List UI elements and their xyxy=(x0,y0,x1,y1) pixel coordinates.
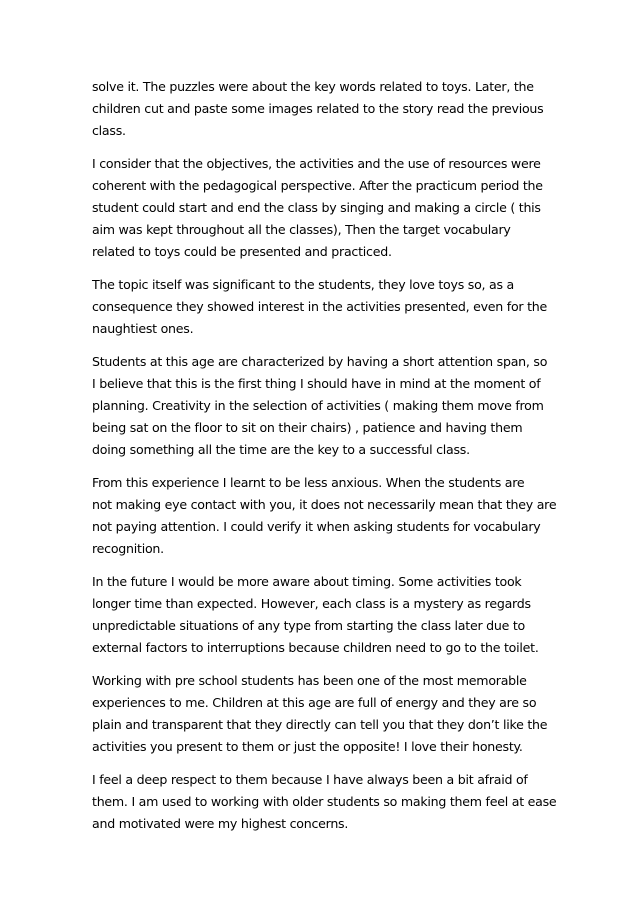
text-line: planning. Creativity in the selection of activities ( making them move from xyxy=(92,398,544,413)
text-line: longer time than expected. However, each class is a mystery as regards xyxy=(92,596,531,611)
paragraph-2 xyxy=(92,153,554,263)
text-line: children cut and paste some images related to the story read the previous xyxy=(92,101,544,116)
text-line: not making eye contact with you, it does not necessarily mean that they are xyxy=(92,497,557,512)
text-line: them. I am used to working with older students so making them feel at ease xyxy=(92,794,557,809)
text-line: solve it. The puzzles were about the key words related to toys. Later, the xyxy=(92,79,534,94)
text-line: related to toys could be presented and practiced. xyxy=(92,244,392,259)
text-line: Working with pre school students has been one of the most memorable xyxy=(92,673,527,688)
text-line: consequence they showed interest in the activities presented, even for the xyxy=(92,299,548,314)
text-line: coherent with the pedagogical perspective. After the practicum period the xyxy=(92,178,543,193)
text-line: naughtiest ones. xyxy=(92,321,194,336)
text-line: student could start and end the class by singing and making a circle ( this xyxy=(92,200,541,215)
paragraph-3 xyxy=(92,274,554,340)
text-line: aim was kept throughout all the classes), Then the target vocabulary xyxy=(92,222,511,237)
text-line: From this experience I learnt to be less anxious. When the students are xyxy=(92,475,525,490)
text-line: and motivated were my highest concerns. xyxy=(92,816,349,831)
text-line: plain and transparent that they directly can tell you that they don’t like the xyxy=(92,717,548,732)
text-line: class. xyxy=(92,123,126,138)
text-line: Students at this age are characterized by having a short attention span, so xyxy=(92,354,548,369)
paragraph-8 xyxy=(92,769,557,835)
text-line: external factors to interruptions because children need to go to the toilet. xyxy=(92,640,539,655)
text-line: recognition. xyxy=(92,541,164,556)
text-line: I feel a deep respect to them because I have always been a bit afraid of xyxy=(92,772,528,787)
text-line: experiences to me. Children at this age are full of energy and they are so xyxy=(92,695,537,710)
paragraph-5 xyxy=(92,472,557,560)
paragraph-4 xyxy=(92,351,554,461)
document-page xyxy=(92,76,557,846)
paragraph-1 xyxy=(92,76,554,142)
text-line: doing something all the time are the key to a successful class. xyxy=(92,442,470,457)
text-line: I believe that this is the first thing I should have in mind at the moment of xyxy=(92,376,541,391)
text-line: not paying attention. I could verify it when asking students for vocabulary xyxy=(92,519,541,534)
text-line: unpredictable situations of any type from starting the class later due to xyxy=(92,618,526,633)
text-line: I consider that the objectives, the activities and the use of resources were xyxy=(92,156,541,171)
text-line: The topic itself was significant to the students, they love toys so, as a xyxy=(92,277,515,292)
text-line: being sat on the floor to sit on their chairs) , patience and having them xyxy=(92,420,523,435)
paragraph-7 xyxy=(92,670,554,758)
text-line: In the future I would be more aware about timing. Some activities took xyxy=(92,574,522,589)
paragraph-6 xyxy=(92,571,554,659)
text-line: activities you present to them or just the opposite! I love their honesty. xyxy=(92,739,523,754)
